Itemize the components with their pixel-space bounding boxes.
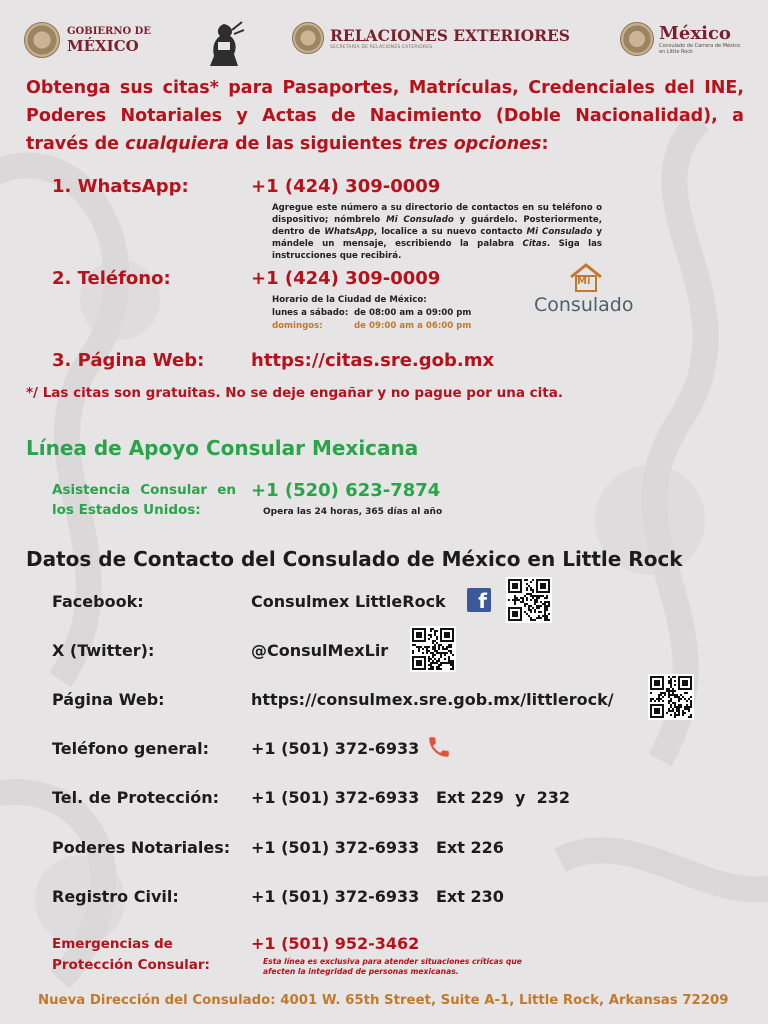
- notary-phone-value[interactable]: +1 (501) 372-6933 Ext 226: [251, 838, 504, 857]
- whatsapp-instr-5: . Siga las instrucciones que recibirá.: [272, 239, 602, 261]
- twitter-label: X (Twitter):: [52, 641, 155, 660]
- twitter-value[interactable]: @ConsulMexLir: [251, 641, 389, 660]
- whatsapp-instr-4: y mándele un mensaje, escribiendo la palabra: [272, 227, 602, 249]
- protection-phone-value[interactable]: +1 (501) 372-6933 Ext 229 y 232: [251, 788, 570, 807]
- consulado-title: México: [659, 22, 731, 44]
- whatsapp-instr-2: y guárdelo. Posteriormente, dentro de: [272, 215, 602, 237]
- whatsapp-instr-em2: WhatsApp: [324, 227, 374, 237]
- gobierno-logo: [24, 22, 151, 58]
- sre-seal-icon: [292, 22, 324, 54]
- facebook-label: Facebook:: [52, 592, 144, 611]
- general-phone-label: Teléfono general:: [52, 739, 209, 758]
- intro-emphasis-1: cualquiera: [125, 134, 230, 154]
- consulado-logo: [620, 22, 740, 56]
- support-title: Línea de Apoyo Consular Mexicana: [26, 436, 419, 460]
- emergency-label-1: Emergencias de: [52, 936, 173, 952]
- whatsapp-number[interactable]: +1 (424) 309-0009: [251, 176, 441, 197]
- telefono-number[interactable]: +1 (424) 309-0009: [251, 268, 441, 289]
- emergency-label-2: Protección Consular:: [52, 957, 210, 973]
- weekday-label: lunes a sábado:: [272, 308, 349, 318]
- emergency-phone[interactable]: +1 (501) 952-3462: [251, 934, 420, 953]
- consulado-seal-icon: [620, 22, 654, 56]
- free-appointments-note: */ Las citas son gratuitas. No se deje engañar y no pague por una cita.: [26, 385, 563, 401]
- intro-text-3: :: [541, 134, 549, 154]
- emergency-label: [52, 934, 210, 976]
- support-hours: Opera las 24 horas, 365 días al año: [263, 507, 443, 517]
- telefono-label: 2. Teléfono:: [52, 268, 171, 289]
- sunday-label: domingos:: [272, 321, 323, 331]
- whatsapp-label: 1. WhatsApp:: [52, 176, 189, 197]
- website-qr-code-icon: [648, 674, 694, 720]
- sunday-hours: de 09:00 am a 06:00 pm: [354, 321, 472, 331]
- protection-phone-label: Tel. de Protección:: [52, 788, 219, 807]
- sre-subtitle: SECRETARÍA DE RELACIONES EXTERIORES: [330, 44, 433, 50]
- civil-registry-value[interactable]: +1 (501) 372-6933 Ext 230: [251, 887, 504, 906]
- footer-address: Nueva Dirección del Consulado: 4001 W. 65th Street, Suite A-1, Little Rock, Arkansas 72209: [38, 993, 729, 1008]
- website-value[interactable]: https://consulmex.sre.gob.mx/littlerock/: [251, 690, 614, 709]
- consulado-sub2: en Little Rock: [659, 48, 693, 55]
- civil-registry-label: Registro Civil:: [52, 887, 179, 906]
- support-label-2: los Estados Unidos:: [52, 502, 201, 518]
- intro-text-2: de las siguientes: [229, 134, 409, 154]
- phone-icon: [426, 734, 452, 760]
- whatsapp-instr-em1: Mi Consulado: [386, 215, 454, 225]
- hours-title: Horario de la Ciudad de México:: [272, 295, 427, 305]
- citas-link[interactable]: https://citas.sre.gob.mx: [251, 350, 495, 371]
- web-label: 3. Página Web:: [52, 350, 205, 371]
- emergency-note: [263, 957, 522, 977]
- support-label: [52, 480, 236, 520]
- website-label: Página Web:: [52, 690, 165, 709]
- facebook-value[interactable]: Consulmex LittleRock: [251, 592, 446, 611]
- weekday-hours: de 08:00 am a 09:00 pm: [354, 308, 472, 318]
- emergency-note-2: afecten la integridad de personas mexicanas.: [263, 967, 459, 976]
- support-label-1: Asistencia Consular en: [52, 482, 236, 498]
- whatsapp-instr-em4: Citas: [522, 239, 547, 249]
- facebook-qr-code-icon: [506, 577, 552, 623]
- mi-consulado-text: Consulado: [534, 294, 634, 316]
- consulado-sub1: Consulado de Carrera de México: [659, 42, 741, 49]
- whatsapp-instr-3: , localice a su nuevo contacto: [373, 227, 527, 237]
- support-phone[interactable]: +1 (520) 623-7874: [251, 480, 441, 501]
- gobierno-line2: MÉXICO: [67, 37, 139, 55]
- patria-figure-icon: [204, 20, 246, 68]
- whatsapp-instructions: [272, 202, 602, 262]
- intro-text-1: Obtenga sus citas* para Pasaportes, Matrículas, Credenciales del INE, Poderes Notariales y Actas de Nacimiento (Doble Nacionalidad), a través de: [26, 78, 744, 154]
- notary-phone-label: Poderes Notariales:: [52, 838, 231, 857]
- mi-consulado-mi: Mi: [577, 276, 591, 287]
- mexico-seal-icon: [24, 22, 60, 58]
- sre-logo: [292, 22, 570, 54]
- sre-title: RELACIONES EXTERIORES: [330, 25, 570, 45]
- intro-emphasis-2: tres opciones: [408, 134, 542, 154]
- contact-title: Datos de Contacto del Consulado de México en Little Rock: [26, 547, 683, 571]
- emergency-note-1: Esta línea es exclusiva para atender situaciones críticas que: [263, 957, 522, 966]
- whatsapp-instr-1: Agregue este número a su directorio de contactos en su teléfono o dispositivo; nómbrelo: [272, 203, 602, 225]
- gobierno-line1: GOBIERNO DE: [67, 26, 151, 37]
- facebook-icon[interactable]: f: [467, 588, 491, 612]
- intro-paragraph: [26, 74, 744, 158]
- whatsapp-instr-em3: Mi Consulado: [526, 227, 593, 237]
- twitter-qr-code-icon: [410, 626, 456, 672]
- general-phone-value[interactable]: +1 (501) 372-6933: [251, 739, 420, 758]
